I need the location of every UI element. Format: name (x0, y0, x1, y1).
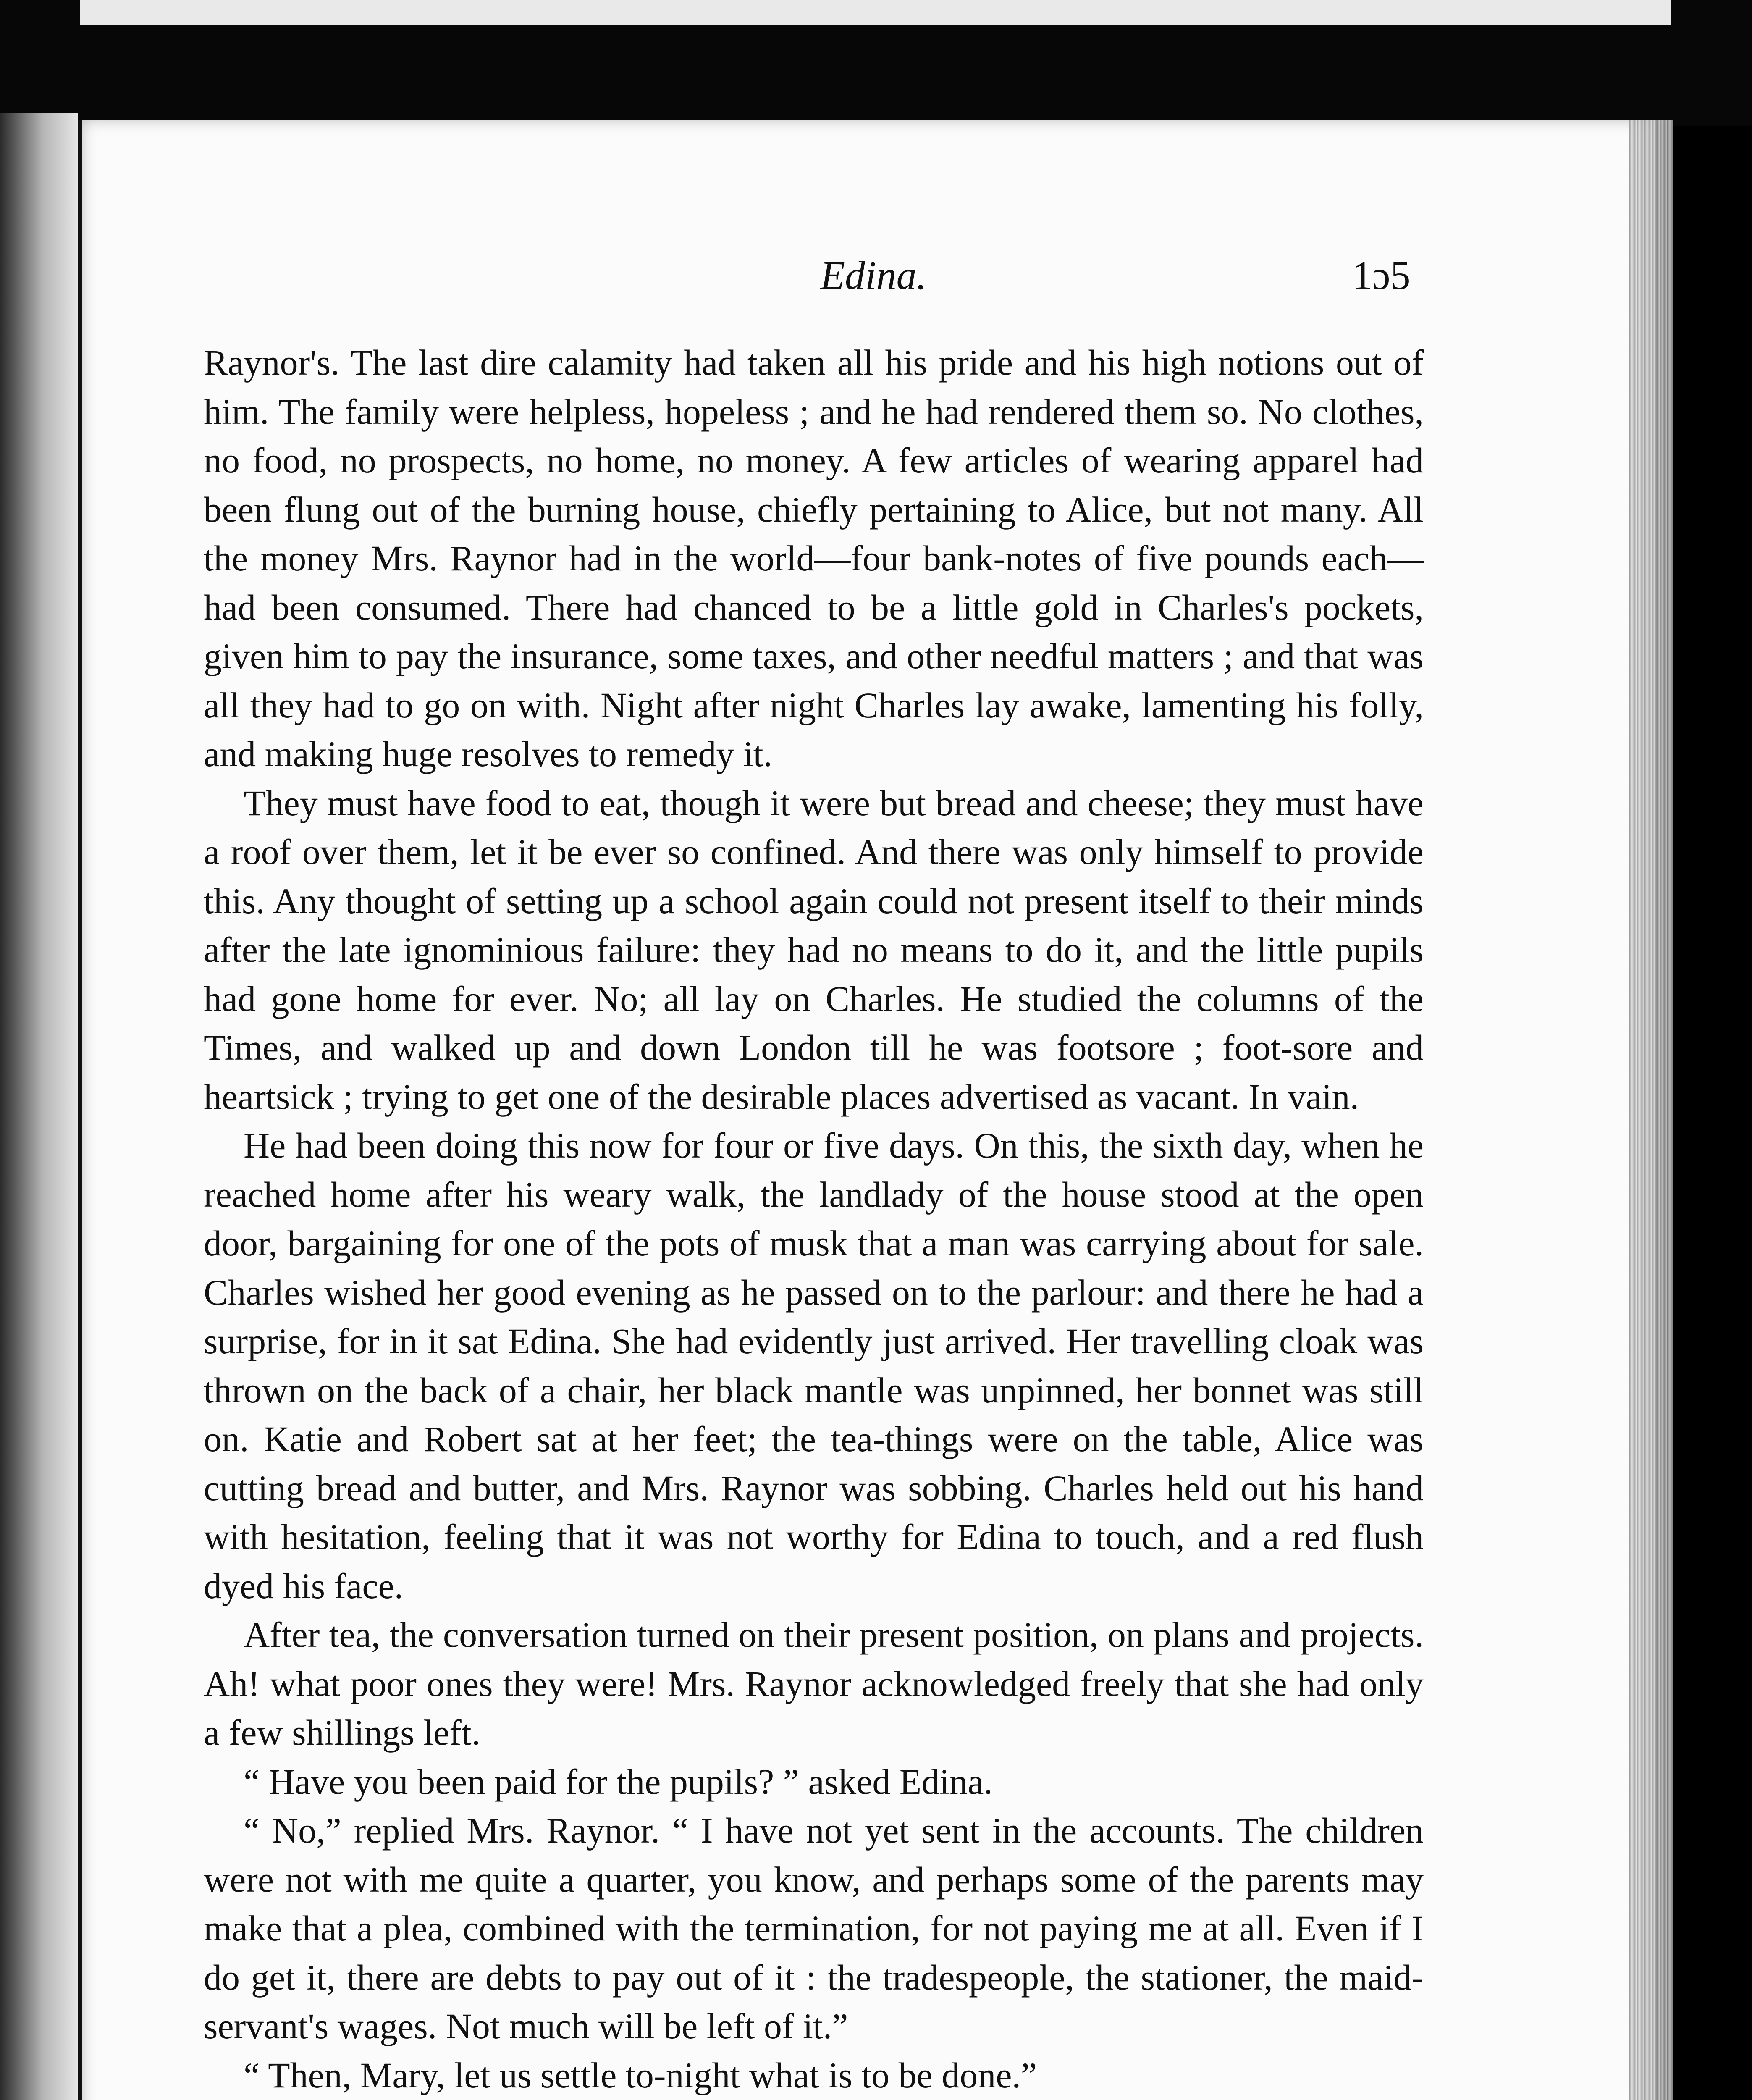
paragraph: He had been doing this now for four or five days. On this, the sixth day, when he reached home after his weary walk, the landlady of the house stood at the open door, bargaining for one of the pots of musk that a man was carrying about for sale. Charles wished her good evening as he passed on to the parlour: and there he had a surprise, for in it sat Edina. She had evidently just arrived. Her travelling cloak was thrown on the back of a chair, her black mantle was unpinned, her bonnet was still on. Katie and Robert sat at her feet; the tea-things were on the table, Alice was cutting bread and butter, and Mrs. Raynor was sobbing. Charles held out his hand with hesitation, feeling that it was not worthy for Edina to touch, and a red flush dyed his face. (204, 1125, 1424, 1606)
paragraph: “ Have you been paid for the pupils? ” asked Edina. (244, 1761, 993, 1802)
paragraph: After tea, the conversation turned on their present position, on plans and projects. Ah! what poor ones they were! Mrs. Raynor acknowledged freely that she had only a few shillings left. (204, 1614, 1424, 1753)
paragraph: They must have food to eat, though it were but bread and cheese; they must have a roof over them, let it be ever so confined. And there was only himself to provide this. Any thought of setting up a school again could not present itself to their minds after the late ignominious failure: they had no means to do it, and the little pupils had gone home for ever. No; all lay on Charles. He studied the columns of the Times, and walked up and down London till he was footsore ; foot-sore and heartsick ; trying to get one of the desirable places advertised as vacant. In vain. (204, 782, 1424, 1117)
previous-page-edge (80, 0, 1671, 25)
page-number: 1ɔ5 (1352, 253, 1411, 298)
body-text (204, 338, 1424, 2100)
running-title: Edina. (820, 253, 927, 298)
left-page-edge (0, 113, 78, 2100)
paragraph: Raynor's. The last dire calamity had taken all his pride and his high notions out of him. The family were helpless, hopeless ; and he had rendered them so. No clothes, no food, no prospects, no home, no money. A few articles of wearing apparel had been flung out of the burning house, chiefly pertaining to Alice, but not many. All the money Mrs. Raynor had in the world—four bank-notes of five pounds each—had been consumed. There had chanced to be a little gold in Charles's pockets, given him to pay the insurance, some taxes, and other needful matters ; and that was all they had to go on with. Night after night Charles lay awake, lamenting his folly, and making huge resolves to remedy it. (204, 342, 1424, 774)
paragraph: “ Then, Mary, let us settle to-night what is to be done.” (244, 2055, 1037, 2095)
paragraph: “ No,” replied Mrs. Raynor. “ I have not yet sent in the accounts. The children were not with me quite a quarter, you know, and perhaps some of the parents may make that a plea, combined with the termination, for not paying me at all. Even if I do get it, there are debts to pay out of it : the tradespeople, the stationer, the maid-servant's wages. Not much will be left of it.” (204, 1810, 1424, 2046)
page-stack-edge (1629, 120, 1673, 2100)
running-header (0, 252, 1752, 311)
